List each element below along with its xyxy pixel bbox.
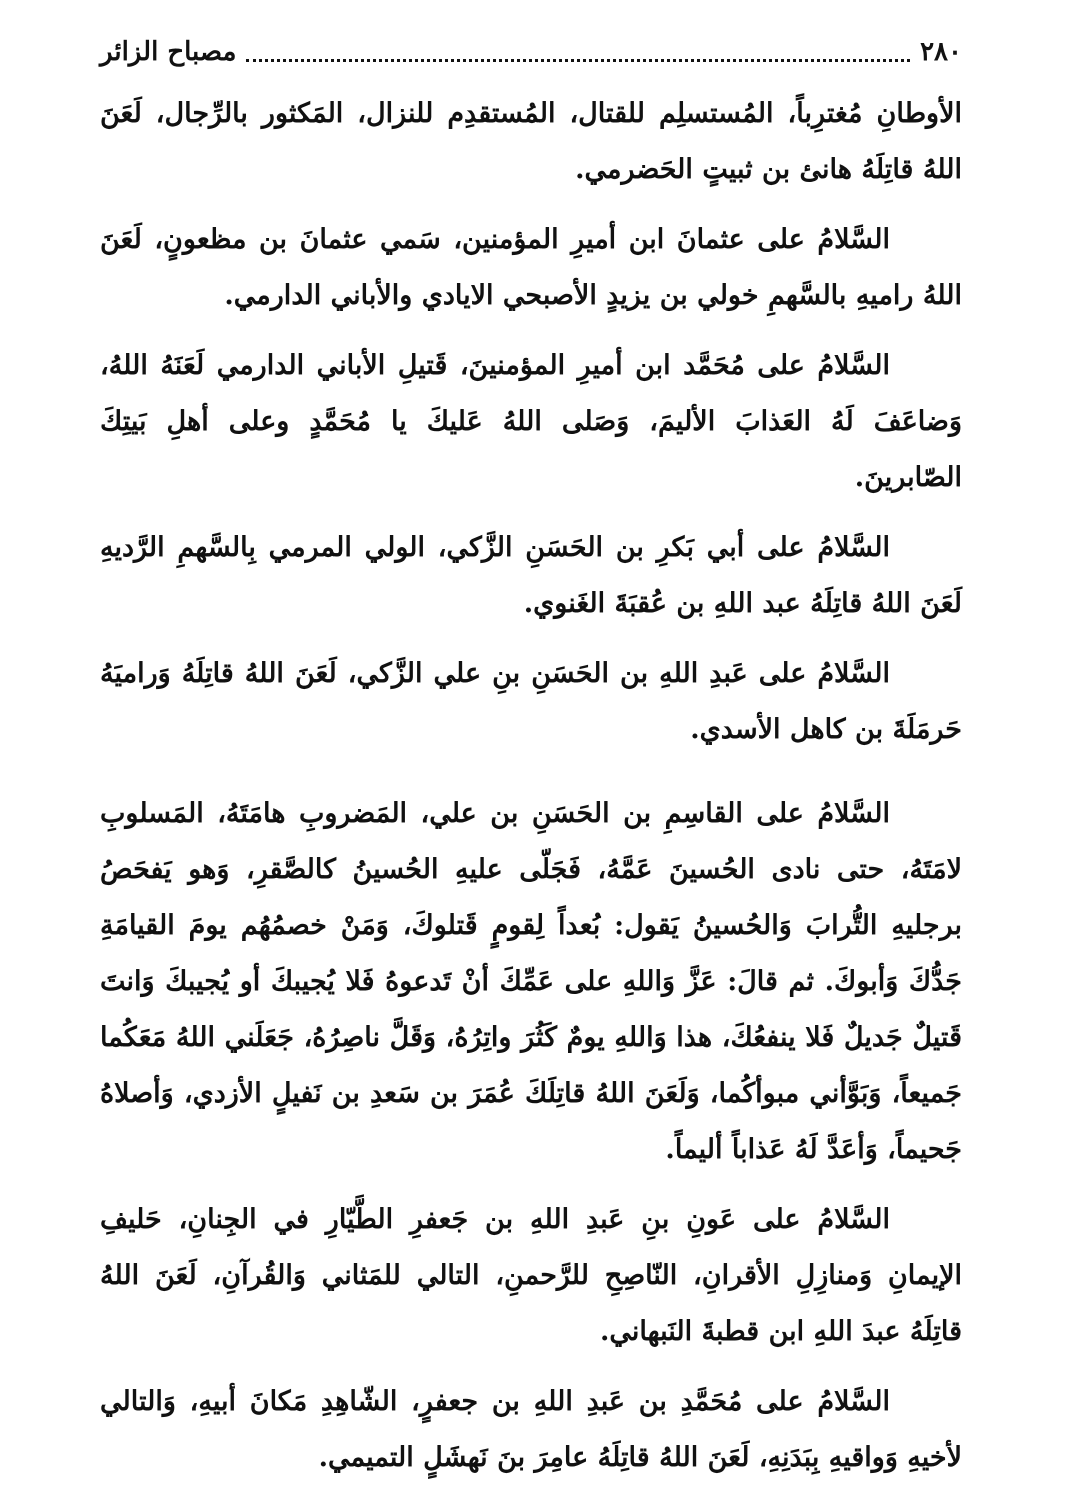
page-body (100, 86, 962, 1486)
paragraph: السَّلامُ على أبي بَكرِ بن الحَسَنِ الزَّكي، الولي المرمي بِالسَّهمِ الرَّديهِ لَعَنَ اللهُ قاتِلَهُ عبد اللهِ بن عُقبَةَ الغَنوي. (100, 532, 962, 619)
paragraph: السَّلامُ على عَونِ بنِ عَبدِ اللهِ بن جَعفرِ الطَّيّارِ في الجِنانِ، حَليفِ الإيمانِ وَمنازِلِ الأقرانِ، النّاصِحِ للرَّحمنِ، التالي للمَثاني وَالقُرآنِ، لَعَنَ اللهُ قاتِلَهُ عبدَ اللهِ ابن قطبةَ النَبهاني. (100, 1204, 962, 1347)
paragraph: السَّلامُ على مُحَمَّد ابن أميرِ المؤمنينَ، قَتيلِ الأباني الدارمي لَعَنَهُ اللهُ، وَضاعَفَ لَهُ العَذابَ الأليمَ، وَصَلى اللهُ عَليكَ يا مُحَمَّدٍ وعلى أهلِ بَيتِكَ الصّابرينَ. (100, 350, 962, 493)
paragraph: السَّلامُ على عثمانَ ابن أميرِ المؤمنين، سَمي عثمانَ بن مظعونٍ، لَعَنَ اللهُ راميهِ بالسَّهمِ خولي بن يزيدٍ الأصبحي الايادي والأباني الدارمي. (100, 224, 962, 311)
paragraph: السَّلامُ على عَبدِ اللهِ بن الحَسَنِ بنِ علي الزَّكي، لَعَنَ اللهُ قاتِلَهُ وَراميَهُ حَرمَلَةَ بن كاهل الأسدي. (100, 658, 962, 745)
dotted-leader (246, 59, 910, 62)
paragraph: السَّلامُ على مُحَمَّدِ بن عَبدِ اللهِ بن جعفرٍ، الشّاهِدِ مَكانَ أبيهِ، وَالتالي لأخيهِ وَواقيهِ بِبَدَنِهِ، لَعَنَ اللهُ قاتِلَهُ عامِرَ بنَ نَهشَلٍ التميمي. (100, 1386, 962, 1473)
page-number: ٢٨٠ (920, 37, 962, 67)
paragraph-continued: الأوطانِ مُغترِباً، المُستسلِم للقتال، المُستقدِم للنزال، المَكثور بالرِّجال، لَعَنَ اللهُ قاتِلَهُ هانئ بن ثبيتٍ الحَضرمي. (100, 98, 962, 185)
book-page (100, 30, 962, 1490)
paragraph: السَّلامُ على القاسِمِ بن الحَسَنِ بن علي، المَضروبِ هامَتَهُ، المَسلوبِ لامَتَهُ، حتى نادى الحُسينَ عَمَّهُ، فَجَلّى عليهِ الحُسينُ كالصَّقرِ، وَهو يَفحَصُ برجليهِ التُّرابَ وَالحُسينُ يَقول: بُعداً لِقومٍ قَتلوكَ، وَمَنْ خصمُهُم يومَ القيامَةِ جَدُّكَ وَأبوكَ. ثم قالَ: عَزَّ وَاللهِ على عَمِّكَ أنْ تَدعوهُ فَلا يُجيبكَ أو يُجيبكَ وَانتَ قَتيلٌ جَديلٌ فَلا ينفعُكَ، هذا وَاللهِ يومٌ كَثُرَ واتِرُهُ، وَقَلَّ ناصِرُهُ، جَعَلَني اللهُ مَعَكُما جَميعاً، وَبَوَّأني مبوأكُما، وَلَعَنَ اللهُ قاتِلَكَ عُمَرَ بن سَعدِ بن نَفيلٍ الأزدي، وَأصلاهُ جَحيماً، وَأعَدَّ لَهُ عَذاباً أليماً. (100, 798, 962, 1165)
book-title: مصباح الزائر (100, 37, 237, 67)
running-head (100, 30, 962, 74)
